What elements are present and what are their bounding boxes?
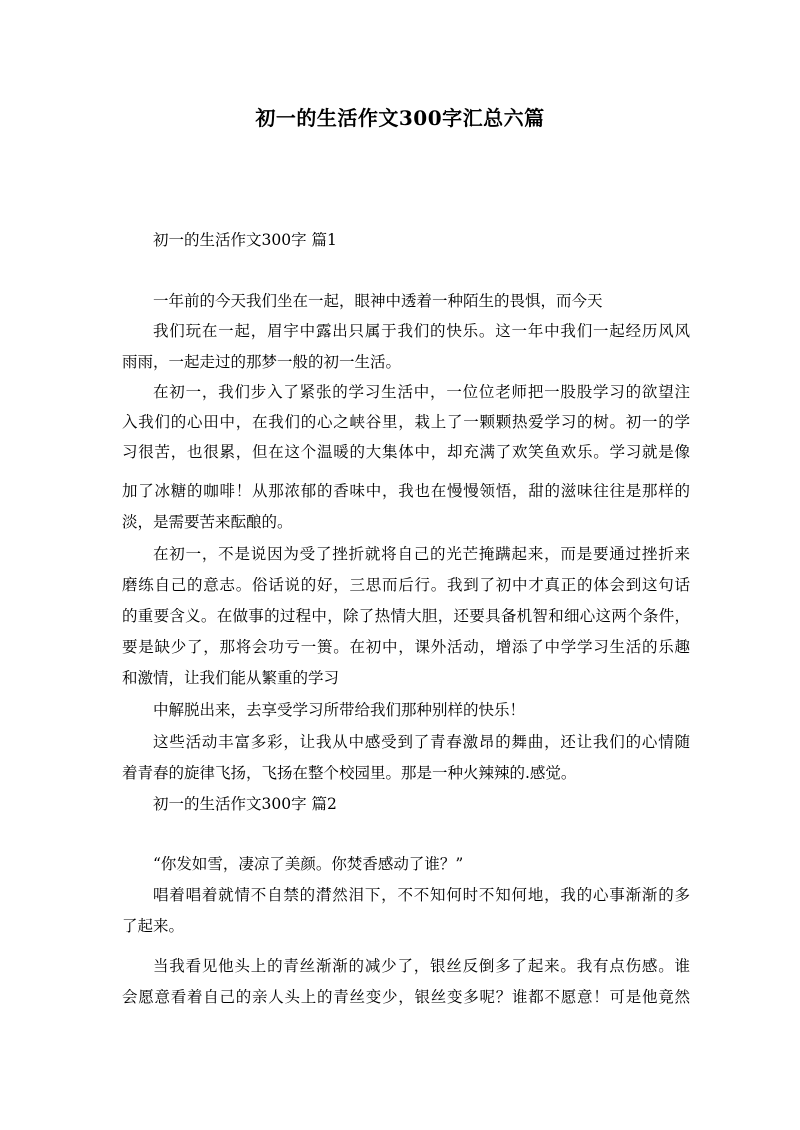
paragraph-line: 的重要含义。在做事的过程中，除了热情大胆，还要具备机智和细心这两个条件， — [122, 607, 690, 625]
paragraph-line: 唱着唱着就情不自禁的潸然泪下，不不知何时不知何地，我的心事渐渐的多 — [153, 886, 690, 904]
section-heading: 初一的生活作文300字 篇2 — [153, 795, 337, 813]
paragraph-line: 了起来。 — [122, 917, 185, 935]
paragraph-line: 入我们的心田中，在我们的心之峡谷里，栽上了一颗颗热爱学习的树。初一的学 — [122, 413, 690, 431]
document-title: 初一的生活作文300字汇总六篇 — [255, 106, 545, 130]
paragraph-line: 加了冰糖的咖啡！从那浓郁的香味中，我也在慢慢领悟，甜的滋味往往是那样的 — [122, 482, 690, 500]
paragraph-line: 在初一，我们步入了紧张的学习生活中，一位位老师把一股股学习的欲望注 — [153, 383, 690, 401]
paragraph-line: “你发如雪，凄凉了美颜。你焚香感动了谁？” — [153, 855, 464, 873]
paragraph-line: 和激情，让我们能从繁重的学习 — [122, 669, 340, 687]
paragraph-line: 淡，是需要苦来酝酿的。 — [122, 513, 293, 531]
paragraph-line: 中解脱出来，去享受学习所带给我们那种别样的快乐！ — [153, 701, 526, 719]
paragraph-line: 当我看见他头上的青丝渐渐的减少了，银丝反倒多了起来。我有点伤感。谁 — [153, 957, 690, 975]
section-heading: 初一的生活作文300字 篇1 — [153, 231, 337, 249]
paragraph-line: 习很苦，也很累，但在这个温暖的大集体中，却充满了欢笑鱼欢乐。学习就是像 — [122, 443, 690, 461]
paragraph-line: 着青春的旋律飞扬，飞扬在整个校园里。那是一种火辣辣的.感觉。 — [122, 764, 577, 782]
paragraph-line: 要是缺少了，那将会功亏一篑。在初中，课外活动，增添了中学学习生活的乐趣 — [122, 638, 690, 656]
paragraph-line: 这些活动丰富多彩，让我从中感受到了青春激昂的舞曲，还让我们的心情随 — [153, 733, 690, 751]
paragraph-line: 一年前的今天我们坐在一起，眼神中透着一种陌生的畏惧，而今天 — [153, 292, 603, 310]
paragraph-line: 在初一，不是说因为受了挫折就将自己的光芒掩蹒起来，而是要通过挫折来 — [153, 545, 690, 563]
paragraph-line: 我们玩在一起，眉宇中露出只属于我们的快乐。这一年中我们一起经历风风 — [153, 322, 690, 340]
paragraph-line: 磨练自己的意志。俗话说的好，三思而后行。我到了初中才真正的体会到这句话 — [122, 576, 690, 594]
paragraph-line: 雨雨，一起走过的那梦一般的初一生活。 — [122, 353, 402, 371]
paragraph-line: 会愿意看着自己的亲人头上的青丝变少，银丝变多呢？谁都不愿意！可是他竟然 — [122, 988, 690, 1006]
